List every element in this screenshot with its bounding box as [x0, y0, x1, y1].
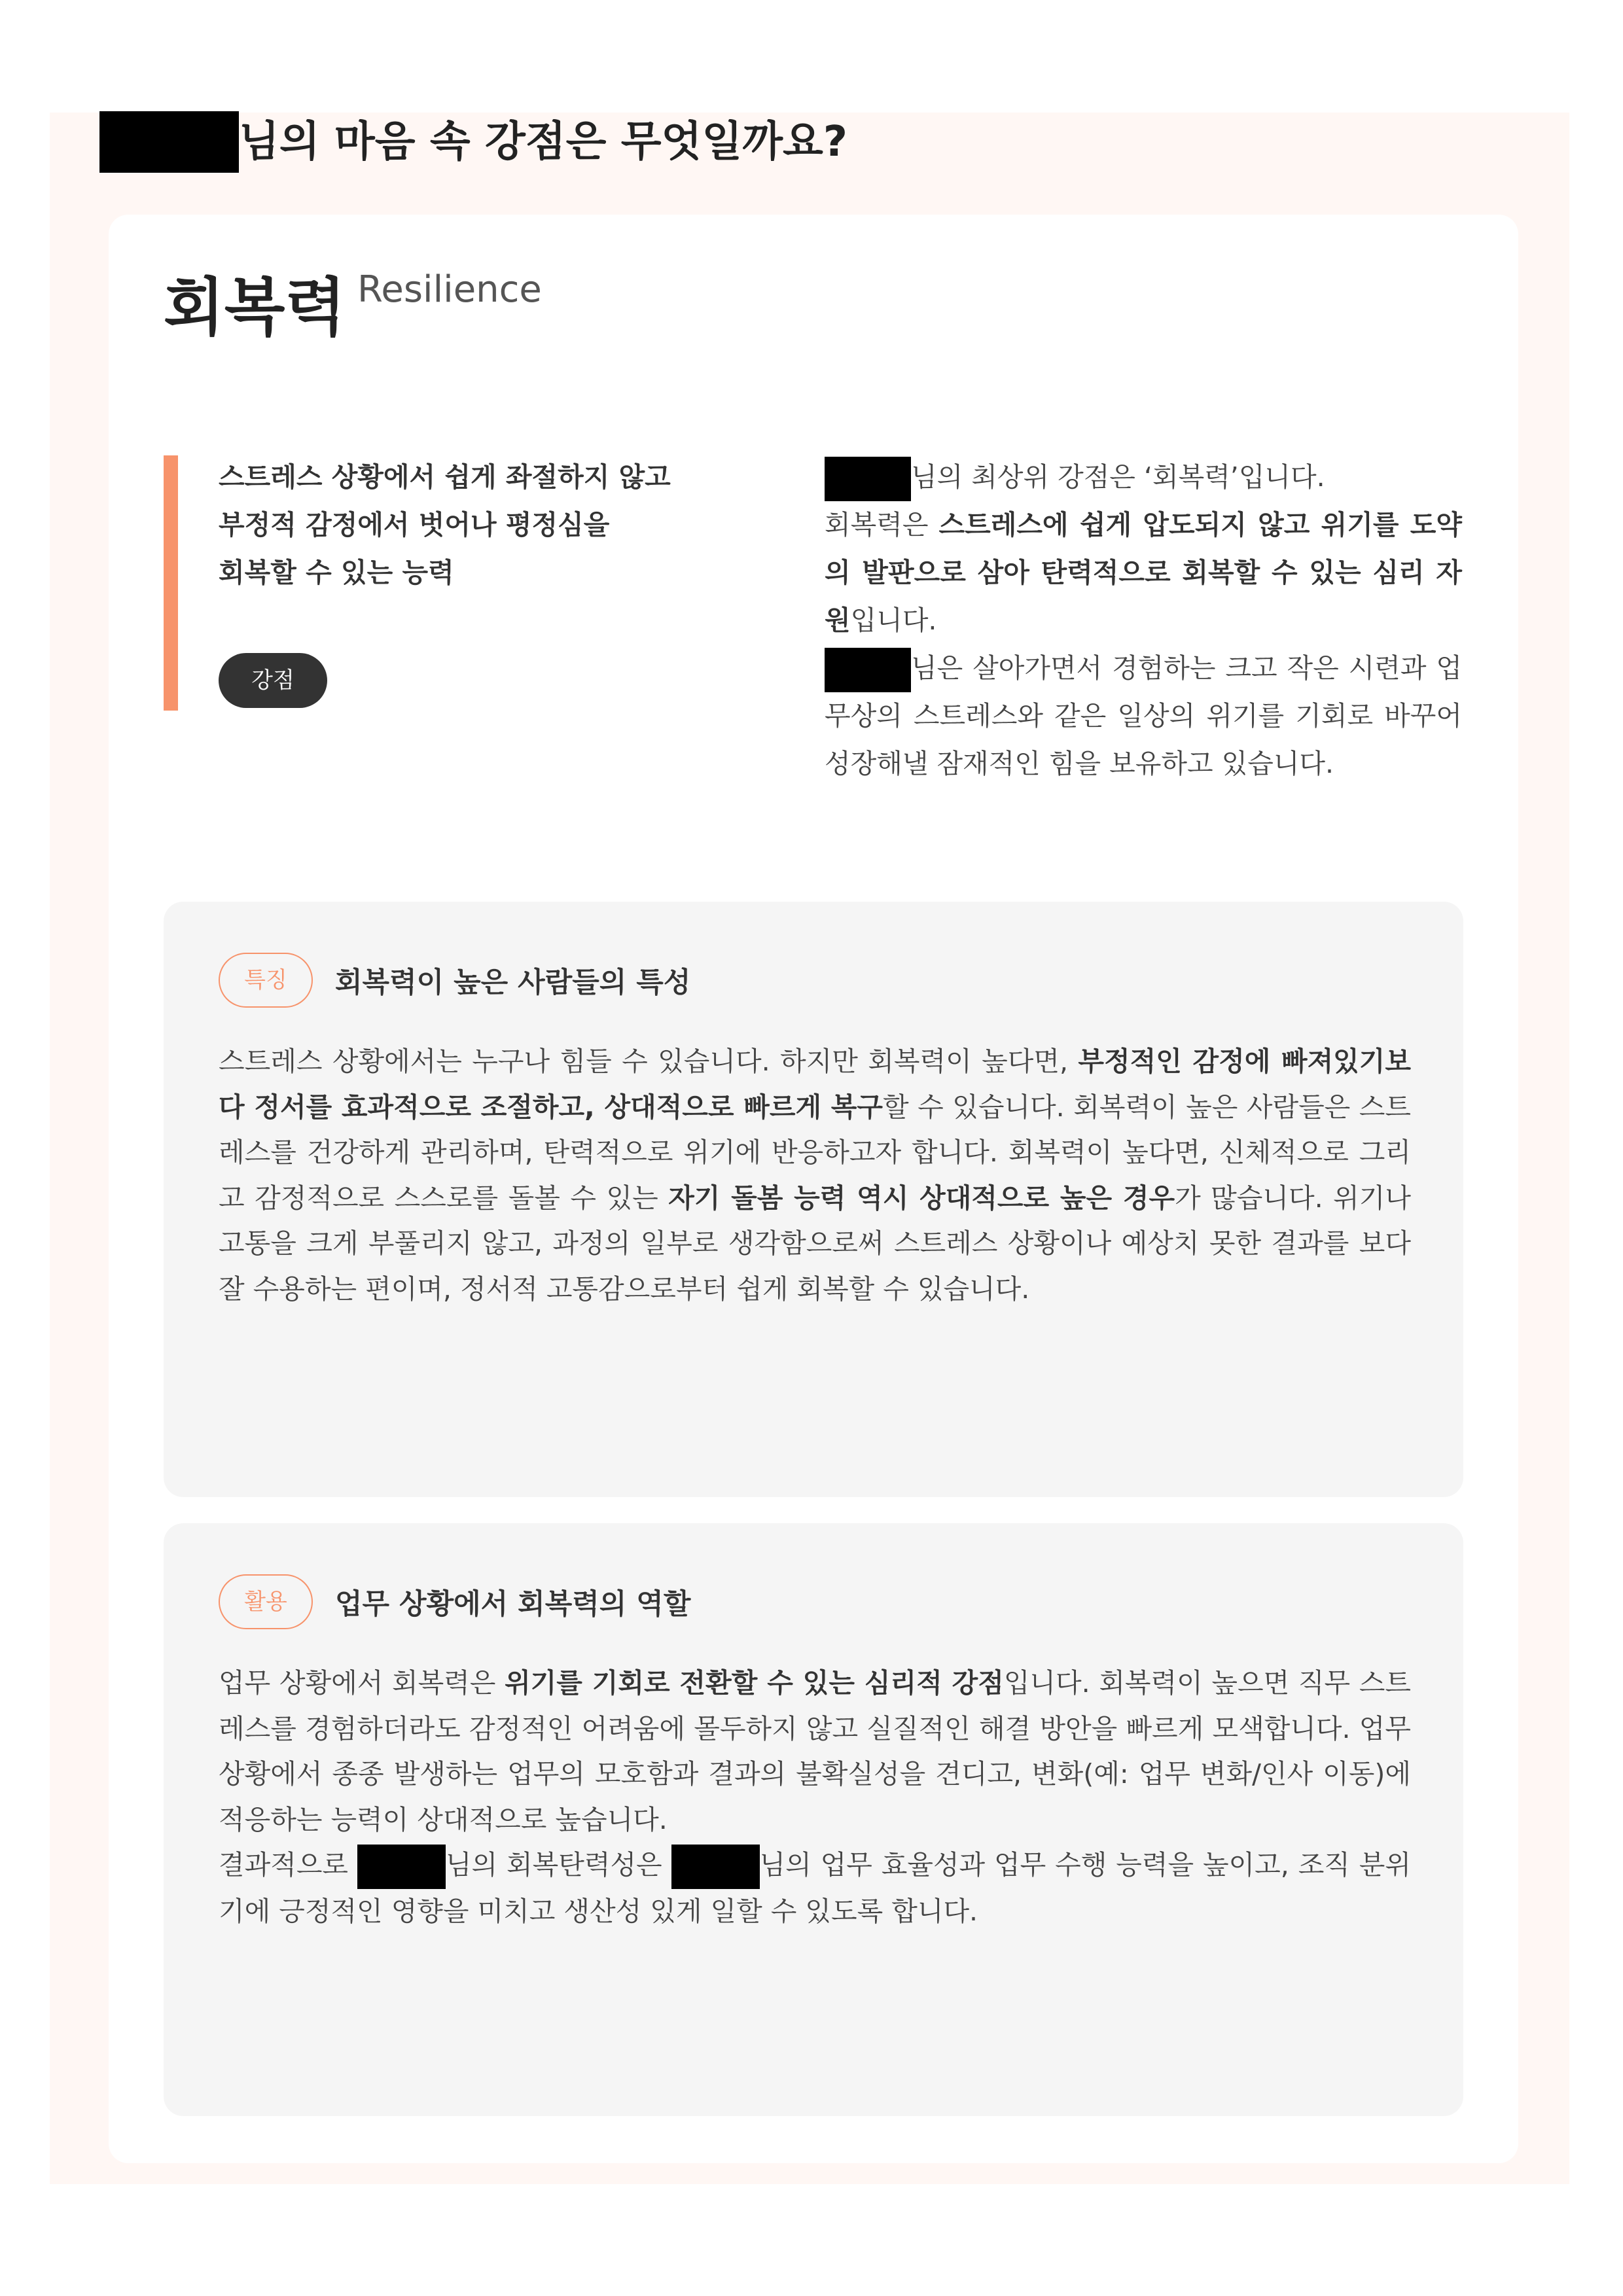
usage-body [219, 1661, 1411, 1935]
usage-paragraph [219, 1843, 1411, 1935]
strength-subtitle: Resilience [357, 268, 542, 311]
strength-badge: 강점 [219, 653, 327, 708]
body-text: 할 수 있습니다. 회복력이 높은 사람들은 스트레스를 건강하게 관리하며, 탄력적으로 위기에 반응하고자 합니다. 회복력이 높다면, 신체적으로 그리고 감정적으로 스스로를 돌볼 수 있는 [219, 1091, 1412, 1214]
body-text: 결과적으로 [219, 1849, 357, 1881]
redacted-name [825, 648, 911, 692]
summary-paragraph [825, 453, 1462, 501]
usage-section [164, 1523, 1463, 2116]
redacted-name [357, 1845, 446, 1889]
body-emphasis: 부정적인 감정에 빠져있기보다 정서를 효과적으로 조절하고, 상대적으로 빠르게 복구 [219, 1046, 1411, 1123]
summary-text: 님의 최상위 강점은 ‘회복력’입니다. [911, 461, 1325, 493]
accent-bar [164, 455, 178, 711]
definition-line: 회복할 수 있는 능력 [219, 557, 454, 588]
body-text: 님의 회복탄력성은 [445, 1849, 671, 1881]
usage-paragraph [219, 1661, 1411, 1843]
summary-text: 님은 살아가면서 경험하는 크고 작은 시련과 업무상의 스트레스와 같은 일상의 위기를 기회로 바꾸어 성장해낼 잠재적인 힘을 보유하고 있습니다. [825, 652, 1462, 779]
body-emphasis: 위기를 기회로 전환할 수 있는 심리적 강점 [505, 1667, 1004, 1699]
body-text: 님의 업무 효율성과 업무 수행 능력을 높이고, 조직 분위기에 긍정적인 영향을 미치고 생산성 있게 일할 수 있도록 합니다. [219, 1849, 1412, 1927]
usage-title: 업무 상황에서 회복력의 역할 [335, 1587, 691, 1621]
strength-summary [825, 453, 1462, 788]
strength-title: 회복력 [164, 271, 346, 344]
summary-paragraph [825, 501, 1462, 645]
body-text: 가 많습니다. 위기나 고통을 크게 부풀리지 않고, 과정의 일부로 생각함으로써 스트레스 상황이나 예상치 못한 결과를 보다 잘 수용하는 편이며, 정서적 고통감으로부터 쉽게 회복할 수 있습니다. [219, 1182, 1411, 1305]
redacted-name [825, 457, 911, 501]
traits-header [219, 953, 690, 1008]
summary-paragraph [825, 645, 1462, 788]
traits-tag: 특징 [219, 953, 313, 1008]
redacted-name [99, 111, 239, 173]
usage-header [219, 1574, 690, 1629]
page-title-text: 님의 마음 속 강점은 무엇일까요? [239, 118, 847, 166]
strength-card [109, 215, 1518, 2163]
body-text: 입니다. 회복력이 높으면 직무 스트레스를 경험하더라도 감정적인 어려움에 몰두하지 않고 실질적인 해결 방안을 빠르게 모색합니다. 업무 상황에서 종종 발생하는 업무의 모호함과 결과의 불확실성을 견디고, 변화(예: 업무 변화/인사 이동)에 적응하는 능력이 상대적으로 높습니다. [219, 1667, 1411, 1835]
body-text: 업무 상황에서 회복력은 [219, 1667, 505, 1699]
body-emphasis: 자기 돌봄 능력 역시 상대적으로 높은 경우 [668, 1182, 1175, 1214]
traits-title: 회복력이 높은 사람들의 특성 [335, 966, 691, 999]
traits-body [219, 1039, 1411, 1312]
definition-line: 스트레스 상황에서 쉽게 좌절하지 않고 [219, 461, 671, 493]
summary-text: 회복력은 [825, 509, 939, 540]
redacted-name [671, 1845, 760, 1889]
summary-emphasis: 스트레스에 쉽게 압도되지 않고 위기를 도약의 발판으로 삼아 탄력적으로 회복할 수 있는 심리 자원 [825, 509, 1462, 636]
traits-section [164, 902, 1463, 1497]
summary-text: 입니다. [850, 605, 937, 636]
usage-tag: 활용 [219, 1574, 313, 1629]
page-title [99, 111, 847, 173]
definition-line: 부정적 감정에서 벗어나 평정심을 [219, 509, 610, 540]
strength-definition [219, 453, 808, 597]
body-text: 스트레스 상황에서는 누구나 힘들 수 있습니다. 하지만 회복력이 높다면, [219, 1046, 1079, 1077]
